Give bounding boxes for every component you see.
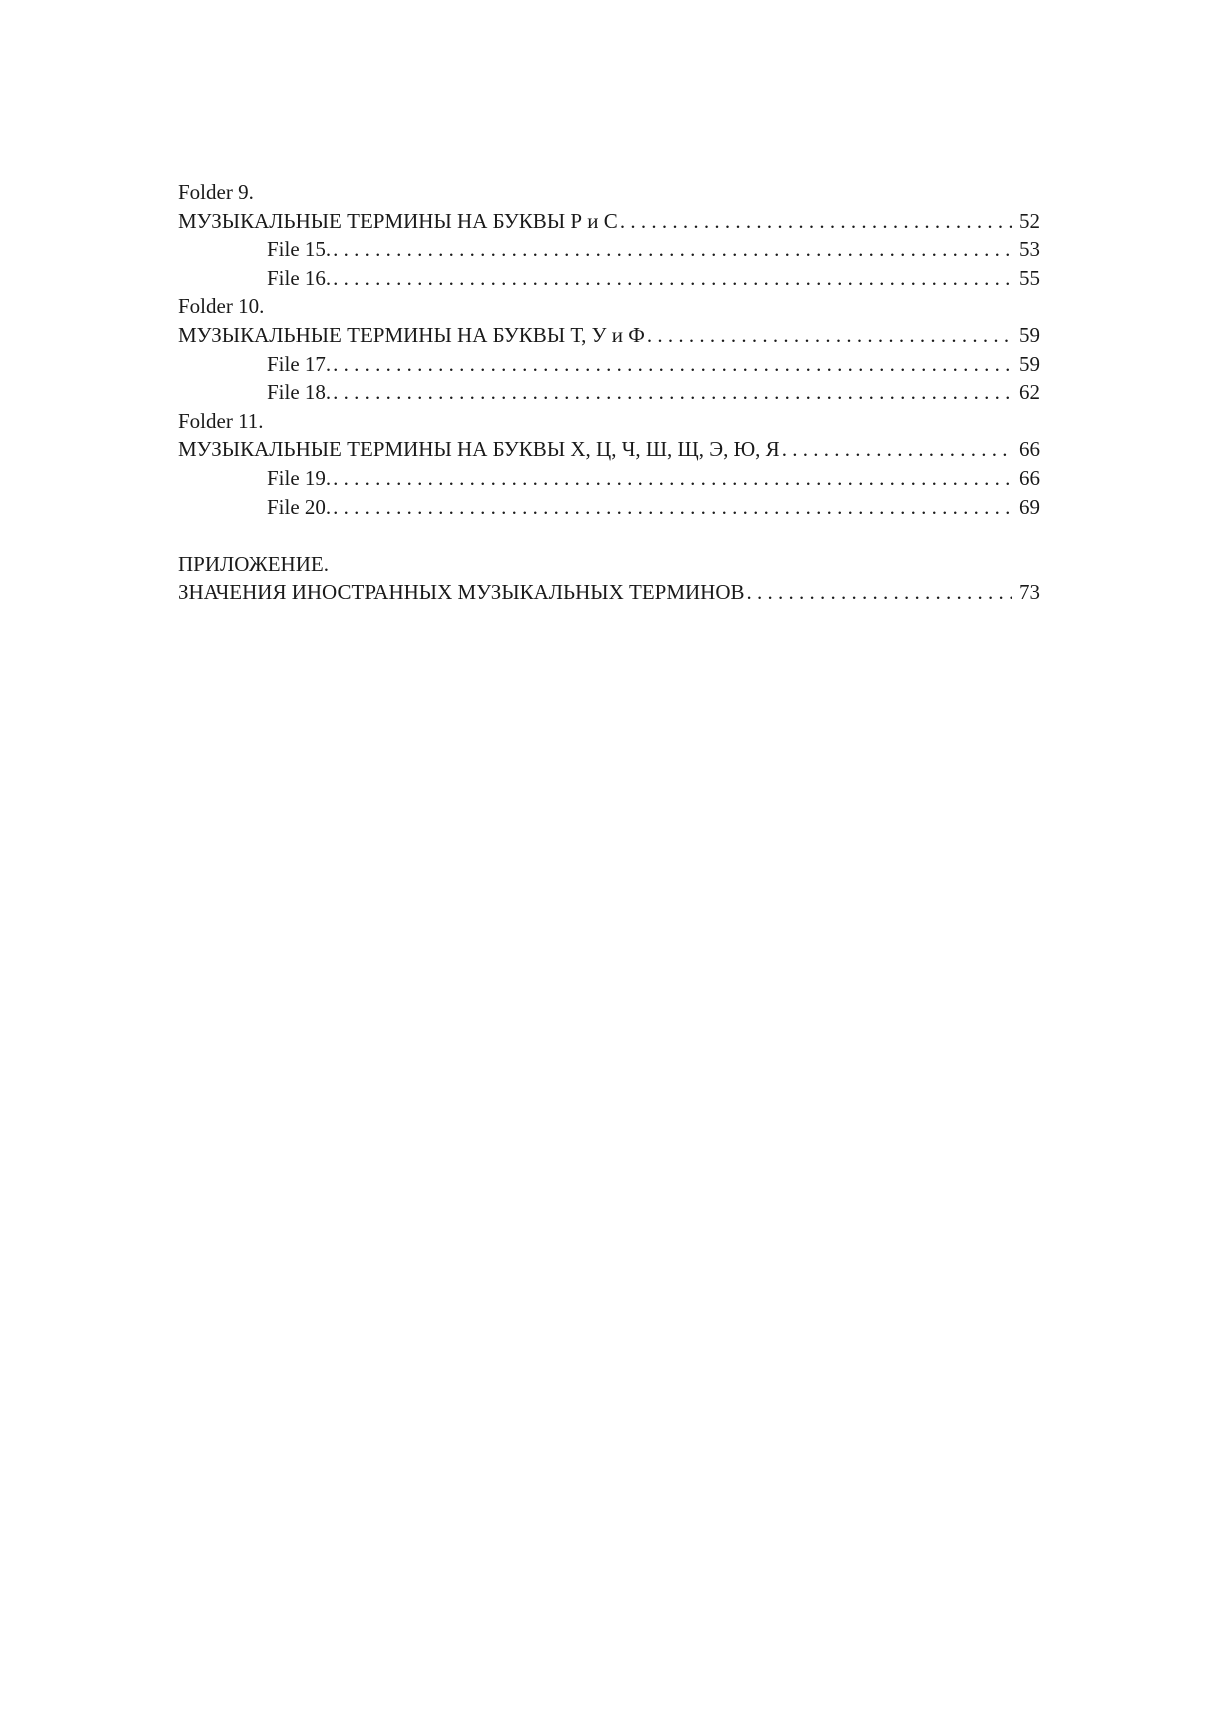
dot-leader (333, 264, 1012, 293)
file-19-entry[interactable] (178, 464, 1040, 493)
file-17-label: File 17. (267, 351, 332, 376)
file-16-label: File 16. (267, 265, 332, 290)
folder-10-title: МУЗЫКАЛЬНЫЕ ТЕРМИНЫ НА БУКВЫ Т, У и Ф (178, 322, 645, 347)
dot-leader (620, 207, 1012, 236)
file-18-entry[interactable] (178, 378, 1040, 407)
appendix-entry[interactable] (178, 578, 1040, 607)
folder-10-page: 59 (1019, 322, 1040, 347)
dot-leader (747, 578, 1012, 607)
file-20-entry[interactable] (178, 493, 1040, 522)
file-18-label: File 18. (267, 380, 332, 405)
folder-10-heading: Folder 10. (178, 294, 265, 319)
appendix-page: 73 (1019, 580, 1040, 605)
file-19-label: File 19. (267, 465, 332, 490)
folder-9-title: МУЗЫКАЛЬНЫЕ ТЕРМИНЫ НА БУКВЫ Р и С (178, 208, 618, 233)
file-15-page: 53 (1019, 237, 1040, 262)
folder-11-heading: Folder 11. (178, 408, 264, 433)
file-15-entry[interactable] (178, 235, 1040, 264)
file-20-label: File 20. (267, 494, 332, 519)
file-15-label: File 15. (267, 237, 332, 262)
folder-9-entry[interactable] (178, 207, 1040, 236)
folder-11-entry[interactable] (178, 435, 1040, 464)
file-17-entry[interactable] (178, 350, 1040, 379)
section-spacer (178, 521, 1040, 550)
folder-9-page: 52 (1019, 208, 1040, 233)
dot-leader (333, 378, 1012, 407)
table-of-contents (178, 178, 1040, 607)
file-16-entry[interactable] (178, 264, 1040, 293)
folder-9-heading: Folder 9. (178, 180, 254, 204)
dot-leader (333, 464, 1012, 493)
dot-leader (782, 435, 1012, 464)
file-20-page: 69 (1019, 494, 1040, 519)
dot-leader (333, 235, 1012, 264)
file-19-page: 66 (1019, 465, 1040, 490)
appendix-heading: ПРИЛОЖЕНИЕ. (178, 551, 329, 576)
folder-10-entry[interactable] (178, 321, 1040, 350)
appendix-title: ЗНАЧЕНИЯ ИНОСТРАННЫХ МУЗЫКАЛЬНЫХ ТЕРМИНОВ (178, 580, 745, 605)
file-18-page: 62 (1019, 380, 1040, 405)
dot-leader (333, 493, 1012, 522)
dot-leader (647, 321, 1012, 350)
folder-11-title: МУЗЫКАЛЬНЫЕ ТЕРМИНЫ НА БУКВЫ Х, Ц, Ч, Ш, Щ, Э, Ю, Я (178, 437, 780, 462)
file-17-page: 59 (1019, 351, 1040, 376)
folder-11-page: 66 (1019, 437, 1040, 462)
file-16-page: 55 (1019, 265, 1040, 290)
dot-leader (333, 350, 1012, 379)
